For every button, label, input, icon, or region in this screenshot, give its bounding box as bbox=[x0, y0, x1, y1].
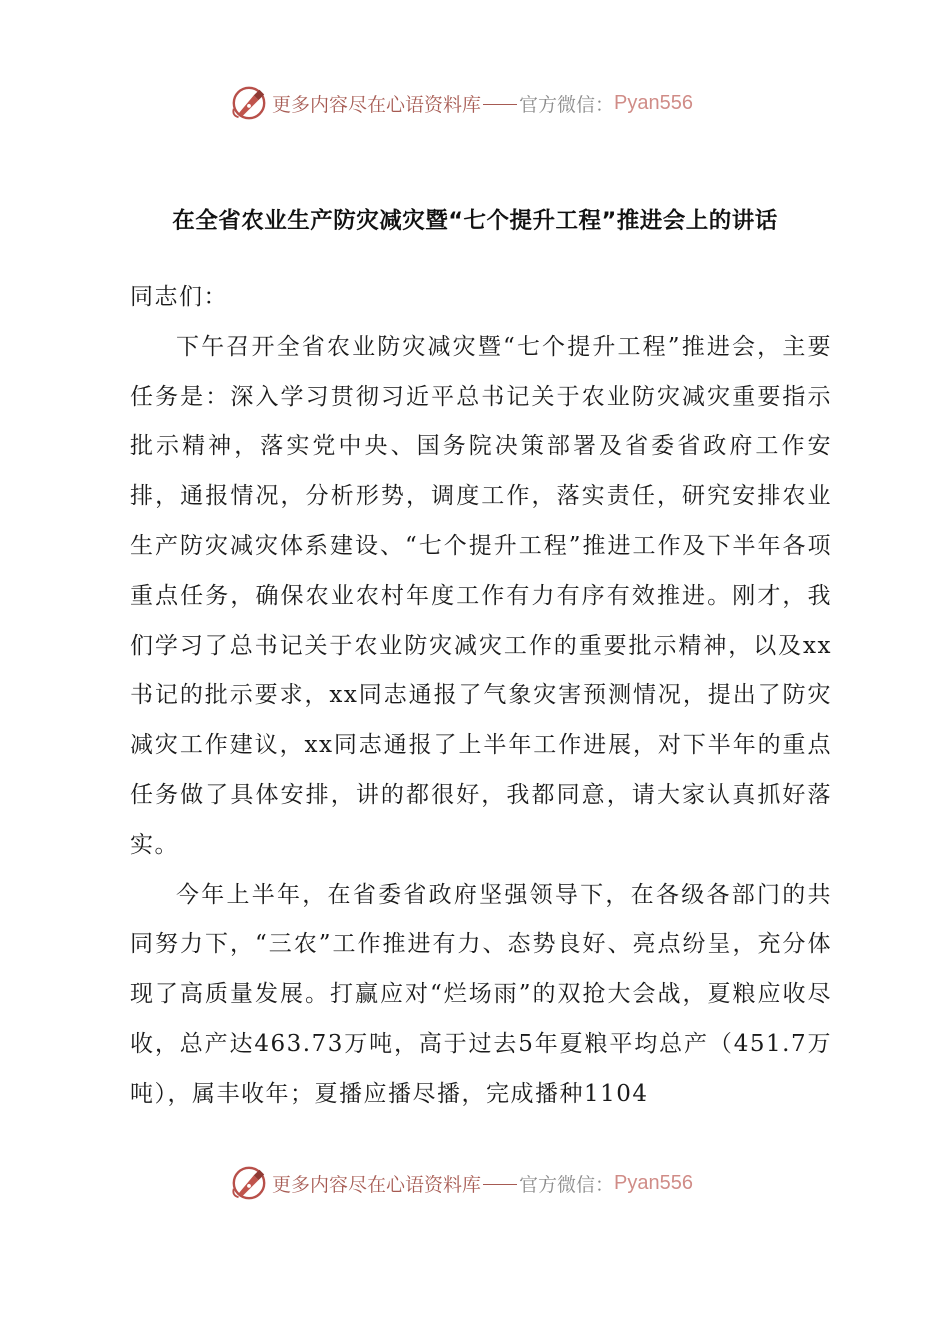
watermark-brand-text: 更多内容尽在心语资料库 bbox=[272, 1173, 482, 1196]
watermark-wechat-label: 官方微信： bbox=[519, 93, 615, 116]
watermark-wechat-id: Pyan556 bbox=[614, 1171, 693, 1194]
document-body bbox=[130, 273, 832, 1120]
watermark-wechat-label: 官方微信： bbox=[519, 1173, 615, 1196]
pen-nib-logo-icon bbox=[230, 1164, 268, 1202]
watermark-banner-bottom bbox=[230, 1163, 790, 1203]
watermark-dash bbox=[483, 104, 517, 105]
document-title: 在全省农业生产防灾减灾暨“七个提升工程”推进会上的讲话 bbox=[172, 208, 778, 234]
paragraph-1: 下午召开全省农业防灾减灾暨“七个提升工程”推进会，主要任务是：深入学习贯彻习近平总书记关于农业防灾减灾重要指示批示精神，落实党中央、国务院决策部署及省委省政府工作安排，通报情况，分析形势，调度工作，落实责任，研究安排农业生产防灾减灾体系建设、“七个提升工程”推进工作及下半年各项重点任务，确保农业农村年度工作有力有序有效推进。刚才，我们学习了总书记关于农业防灾减灾工作的重要批示精神，以及xx书记的批示要求，xx同志通报了气象灾害预测情况，提出了防灾减灾工作建议，xx同志通报了上半年工作进展，对下半年的重点任务做了具体安排，讲的都很好，我都同意，请大家认真抓好落实。 bbox=[130, 333, 832, 858]
watermark-dash bbox=[483, 1184, 517, 1185]
salutation: 同志们： bbox=[130, 284, 228, 310]
watermark-wechat-id: Pyan556 bbox=[614, 91, 693, 114]
pen-nib-logo-icon bbox=[230, 84, 268, 122]
watermark-brand-text: 更多内容尽在心语资料库 bbox=[272, 93, 482, 116]
watermark-banner-top bbox=[230, 83, 790, 123]
paragraph-2: 今年上半年，在省委省政府坚强领导下，在各级各部门的共同努力下，“三农”工作推进有力、态势良好、亮点纷呈，充分体现了高质量发展。打赢应对“烂场雨”的双抢大会战，夏粮应收尽收，总产达463.73万吨，高于过去5年夏粮平均总产（451.7万吨），属丰收年；夏播应播尽播，完成播种1104 bbox=[130, 881, 832, 1107]
